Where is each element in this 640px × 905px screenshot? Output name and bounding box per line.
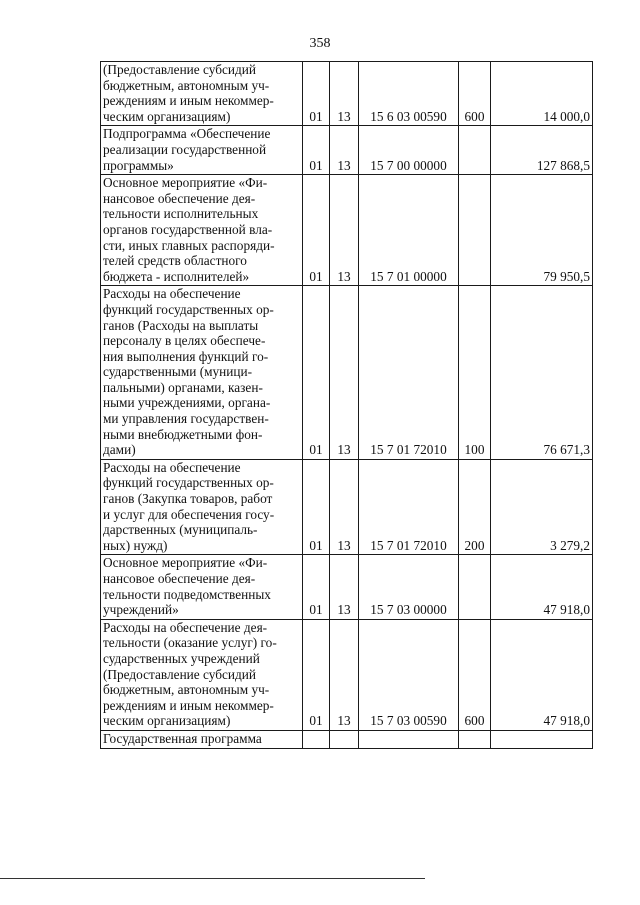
budget-table <box>100 61 593 749</box>
row-name-cell: Расходы на обеспечение функций государственных ор- ганов (Расходы на выплаты персоналу в целях обеспече- ния выполнения функций го- сударственными (муници- пальными) органами, казен- ными учреждениями, органа- ми управления государствен- ными внебюджетными фон- дами) <box>101 286 303 460</box>
pr-cell: 13 <box>330 619 359 730</box>
pr-cell: 13 <box>330 459 359 555</box>
row-name-cell: Государственная программа <box>101 730 303 748</box>
pr-cell: 13 <box>330 62 359 126</box>
pr-cell: 13 <box>330 555 359 619</box>
vr-cell <box>459 126 491 175</box>
rz-cell: 01 <box>303 62 330 126</box>
row-name-cell: Основное мероприятие «Фи- нансовое обеспечение дея- тельности исполнительных органов государственной вла- сти, иных главных распоряди- телей средств областного бюджета - исполнителей» <box>101 175 303 286</box>
table-row <box>101 62 593 126</box>
vr-cell <box>459 175 491 286</box>
sum-cell: 76 671,3 <box>491 286 593 460</box>
rz-cell: 01 <box>303 619 330 730</box>
pr-cell <box>330 730 359 748</box>
sum-cell: 47 918,0 <box>491 619 593 730</box>
csr-cell: 15 7 03 00590 <box>359 619 459 730</box>
csr-cell: 15 7 03 00000 <box>359 555 459 619</box>
pr-cell: 13 <box>330 126 359 175</box>
page-number: 358 <box>309 36 331 51</box>
table-row <box>101 730 593 748</box>
sum-cell: 79 950,5 <box>491 175 593 286</box>
csr-cell: 15 7 01 72010 <box>359 286 459 460</box>
rz-cell <box>303 730 330 748</box>
vr-cell <box>459 555 491 619</box>
vr-cell <box>459 730 491 748</box>
row-name-cell: Подпрограмма «Обеспечение реализации государственной программы» <box>101 126 303 175</box>
sum-cell: 3 279,2 <box>491 459 593 555</box>
vr-cell: 200 <box>459 459 491 555</box>
rz-cell: 01 <box>303 175 330 286</box>
vr-cell: 600 <box>459 619 491 730</box>
csr-cell: 15 6 03 00590 <box>359 62 459 126</box>
rz-cell: 01 <box>303 286 330 460</box>
sum-cell: 47 918,0 <box>491 555 593 619</box>
table-row <box>101 555 593 619</box>
csr-cell: 15 7 00 00000 <box>359 126 459 175</box>
row-name-cell: Расходы на обеспечение функций государственных ор- ганов (Закупка товаров, работ и услуг для обеспечения госу- дарственных (муниципаль- ных) нужд) <box>101 459 303 555</box>
pr-cell: 13 <box>330 286 359 460</box>
csr-cell: 15 7 01 72010 <box>359 459 459 555</box>
table-row <box>101 175 593 286</box>
csr-cell: 15 7 01 00000 <box>359 175 459 286</box>
table-row <box>101 286 593 460</box>
table-row <box>101 459 593 555</box>
vr-cell: 600 <box>459 62 491 126</box>
row-name-cell: Основное мероприятие «Фи- нансовое обеспечение дея- тельности подведомственных учреждений» <box>101 555 303 619</box>
rz-cell: 01 <box>303 459 330 555</box>
sum-cell: 14 000,0 <box>491 62 593 126</box>
sum-cell <box>491 730 593 748</box>
table-row <box>101 126 593 175</box>
rz-cell: 01 <box>303 555 330 619</box>
row-name-cell: (Предоставление субсидий бюджетным, автономным уч- реждениям и иным некоммер- ческим организациям) <box>101 62 303 126</box>
csr-cell <box>359 730 459 748</box>
vr-cell: 100 <box>459 286 491 460</box>
table-row <box>101 619 593 730</box>
sum-cell: 127 868,5 <box>491 126 593 175</box>
row-name-cell: Расходы на обеспечение дея- тельности (оказание услуг) го- сударственных учреждений (Предоставление субсидий бюджетным, автономным уч- реждениям и иным некоммер- ческим организациям) <box>101 619 303 730</box>
pr-cell: 13 <box>330 175 359 286</box>
footer-rule <box>0 878 425 879</box>
rz-cell: 01 <box>303 126 330 175</box>
